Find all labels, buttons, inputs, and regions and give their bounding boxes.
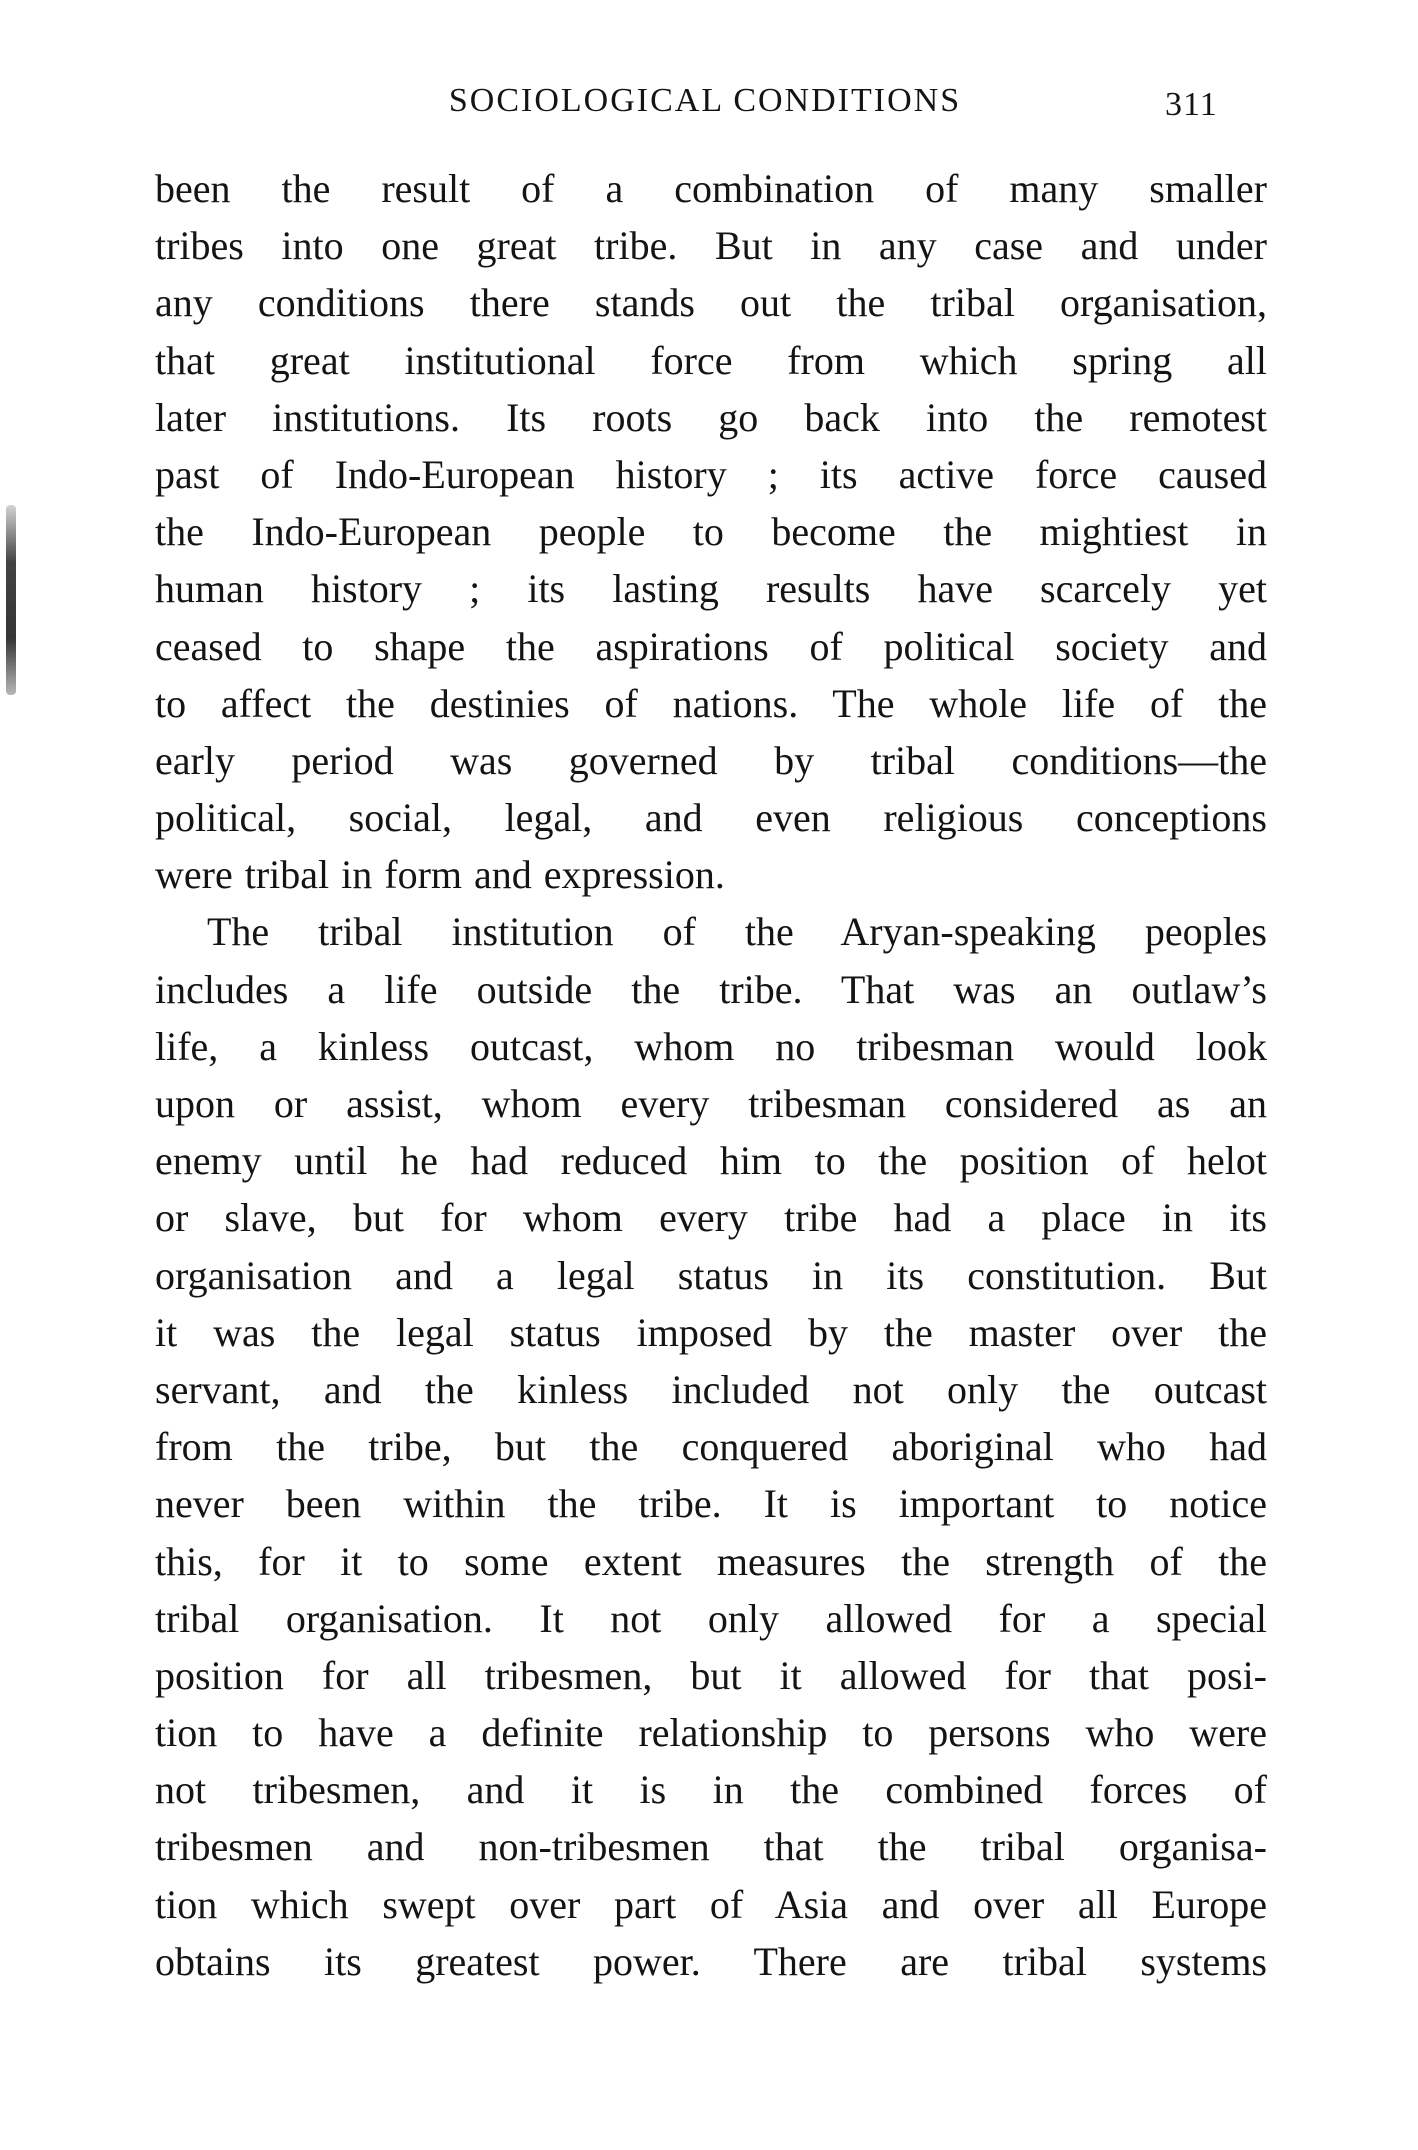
text-line: to affect the destinies of nations. The whole life of the xyxy=(155,680,1267,726)
text-line: life, a kinless outcast, whom no tribesman would look xyxy=(155,1023,1267,1069)
text-line: tion to have a definite relationship to persons who were xyxy=(155,1710,1267,1756)
text-line: human history ; its lasting results have scarcely yet xyxy=(155,566,1267,612)
text-line: tribal organisation. It not only allowed for a special xyxy=(155,1595,1267,1641)
text-line: enemy until he had reduced him to the position of helot xyxy=(155,1138,1267,1184)
running-title: SOCIOLOGICAL CONDITIONS xyxy=(448,82,962,119)
paragraph xyxy=(155,903,1267,1990)
text-line: this, for it to some extent measures the strength of the xyxy=(155,1538,1267,1584)
text-line: obtains its greatest power. There are tribal systems xyxy=(155,1938,1267,1984)
text-line: from the tribe, but the conquered aboriginal who had xyxy=(155,1424,1267,1470)
text-line: were tribal in form and expression. xyxy=(155,852,725,898)
text-line: past of Indo-European history ; its active force caused xyxy=(155,451,1267,497)
text-line: that great institutional force from which spring all xyxy=(155,337,1267,383)
text-line: position for all tribesmen, but it allowed for that posi- xyxy=(155,1652,1267,1698)
text-line: political, social, legal, and even religious conceptions xyxy=(155,795,1267,841)
page-header xyxy=(0,78,1418,128)
paragraph xyxy=(155,160,1267,903)
text-line: been the result of a combination of many smaller xyxy=(155,166,1267,211)
text-line: includes a life outside the tribe. That was an outlaw’s xyxy=(155,966,1267,1012)
text-line: later institutions. Its roots go back into the remotest xyxy=(155,394,1267,440)
text-line: tribesmen and non-tribesmen that the tribal organisa- xyxy=(155,1824,1267,1870)
text-line: the Indo-European people to become the mightiest in xyxy=(155,509,1267,555)
body-text xyxy=(155,160,1267,1990)
text-line: tribes into one great tribe. But in any case and under xyxy=(155,223,1267,269)
text-line: it was the legal status imposed by the master over the xyxy=(155,1309,1267,1355)
text-line: tion which swept over part of Asia and over all Europe xyxy=(155,1881,1267,1927)
text-line: organisation and a legal status in its constitution. But xyxy=(155,1252,1267,1298)
text-line: any conditions there stands out the tribal organisation, xyxy=(155,280,1267,326)
text-line: early period was governed by tribal conditions—the xyxy=(155,737,1267,783)
text-line: servant, and the kinless included not only the outcast xyxy=(155,1366,1267,1412)
text-line: The tribal institution of the Aryan-speaking peoples xyxy=(207,909,1267,955)
page-number: 311 xyxy=(1165,86,1218,123)
text-line: or slave, but for whom every tribe had a place in its xyxy=(155,1195,1267,1241)
text-line: not tribesmen, and it is in the combined forces of xyxy=(155,1767,1267,1813)
binding-shadow xyxy=(6,505,16,695)
text-line: never been within the tribe. It is important to notice xyxy=(155,1481,1267,1527)
text-line: upon or assist, whom every tribesman considered as an xyxy=(155,1081,1267,1126)
text-line: ceased to shape the aspirations of political society and xyxy=(155,623,1267,669)
